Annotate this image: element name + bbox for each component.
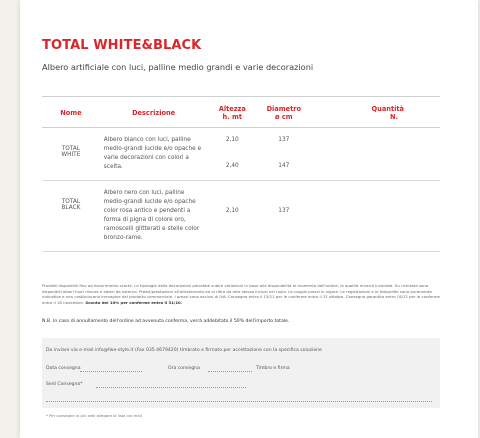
time-field[interactable]	[208, 371, 252, 372]
column-header-quantity: Quantità N.	[310, 97, 440, 128]
order-date-label: Data consegna	[46, 366, 81, 371]
quantity-cell[interactable]	[310, 128, 440, 181]
delivery-location-label: Sedi Consegna*	[46, 382, 83, 387]
product-diameter: 137 147	[257, 128, 310, 181]
page-title: TOTAL WHITE&BLACK	[42, 38, 202, 53]
stamp-signature-label: Timbro e firma	[256, 366, 290, 371]
column-header-height: Altezza h. mt	[207, 97, 257, 128]
order-instructions: Da inviare via e-mail info@fwe-style.it (Fax 035.4679420) timbrato e firmato per accettazione con la specifica soluzione	[46, 348, 322, 353]
extra-line-field[interactable]	[46, 401, 432, 402]
order-date-field[interactable]	[80, 371, 142, 372]
product-description: Albero bianco con luci, palline medio-grandi lucide e/o opache e varie decorazioni con colori a scelta.	[100, 128, 208, 181]
cancellation-note: N.B. In caso di annullamento dell'ordine ad avvenuta conferma, verrà addebitato il 50% dell'importo totale.	[42, 319, 290, 324]
product-height: 2,10 2,40	[207, 128, 257, 181]
quantity-cell[interactable]	[310, 180, 440, 251]
order-form	[42, 338, 440, 408]
product-diameter: 137	[257, 180, 310, 251]
column-header-name: Nome	[42, 97, 100, 128]
product-description: Albero nero con luci, palline medio-grandi lucide e/o opache color rosa antico e pendenti a forma di pigna di colore oro, ramoscelli glitterati e stelle color bronzo-rame.	[100, 180, 208, 251]
product-height: 2,10	[207, 180, 257, 251]
column-header-diameter: Diametro ø cm	[257, 97, 310, 128]
table-row	[42, 180, 440, 251]
footnote: * Per consegne in più sedi allegare la lista via mail	[46, 413, 142, 418]
column-header-description: Descrizione	[100, 97, 208, 128]
table-header-row	[42, 97, 440, 128]
terms-notes: Prodotti disponibili fino ad esaurimento scorte. Le tipologie delle decorazioni potrebbe subire variazioni in base alla disponibilità al momento dell'ordine, la qualità rimarrà invariata. Su richiesta sono disponibili alberi fuori misura e alberi da esterno. Prezzi/prestazioni all'allestimento ed al ritiro da rete stesso inclusi nel ruolo. Le coppie prezzi in vigore. Le registrazioni e le fotografie sono puramente indicative e non costituiscono immagine del prodotto commerciale. I prezzi sono esclusi di IVA. Consegna entro il 15/11 per le conferme entro il 31 ottobre. Consegna garantita entro l'8/12 per le conferme entro il 18 novembre. Sconto del 10% per conferme entro il 31/10.	[42, 283, 440, 305]
table-row	[42, 128, 440, 181]
delivery-location-field[interactable]	[96, 387, 246, 388]
product-table	[42, 96, 440, 252]
product-name: TOTAL WHITE	[42, 128, 100, 181]
page-subtitle: Albero artificiale con luci, palline medio grandi e varie decorazioni	[42, 62, 314, 72]
time-label: Ora consegna	[168, 366, 200, 371]
product-name: TOTAL BLACK	[42, 180, 100, 251]
